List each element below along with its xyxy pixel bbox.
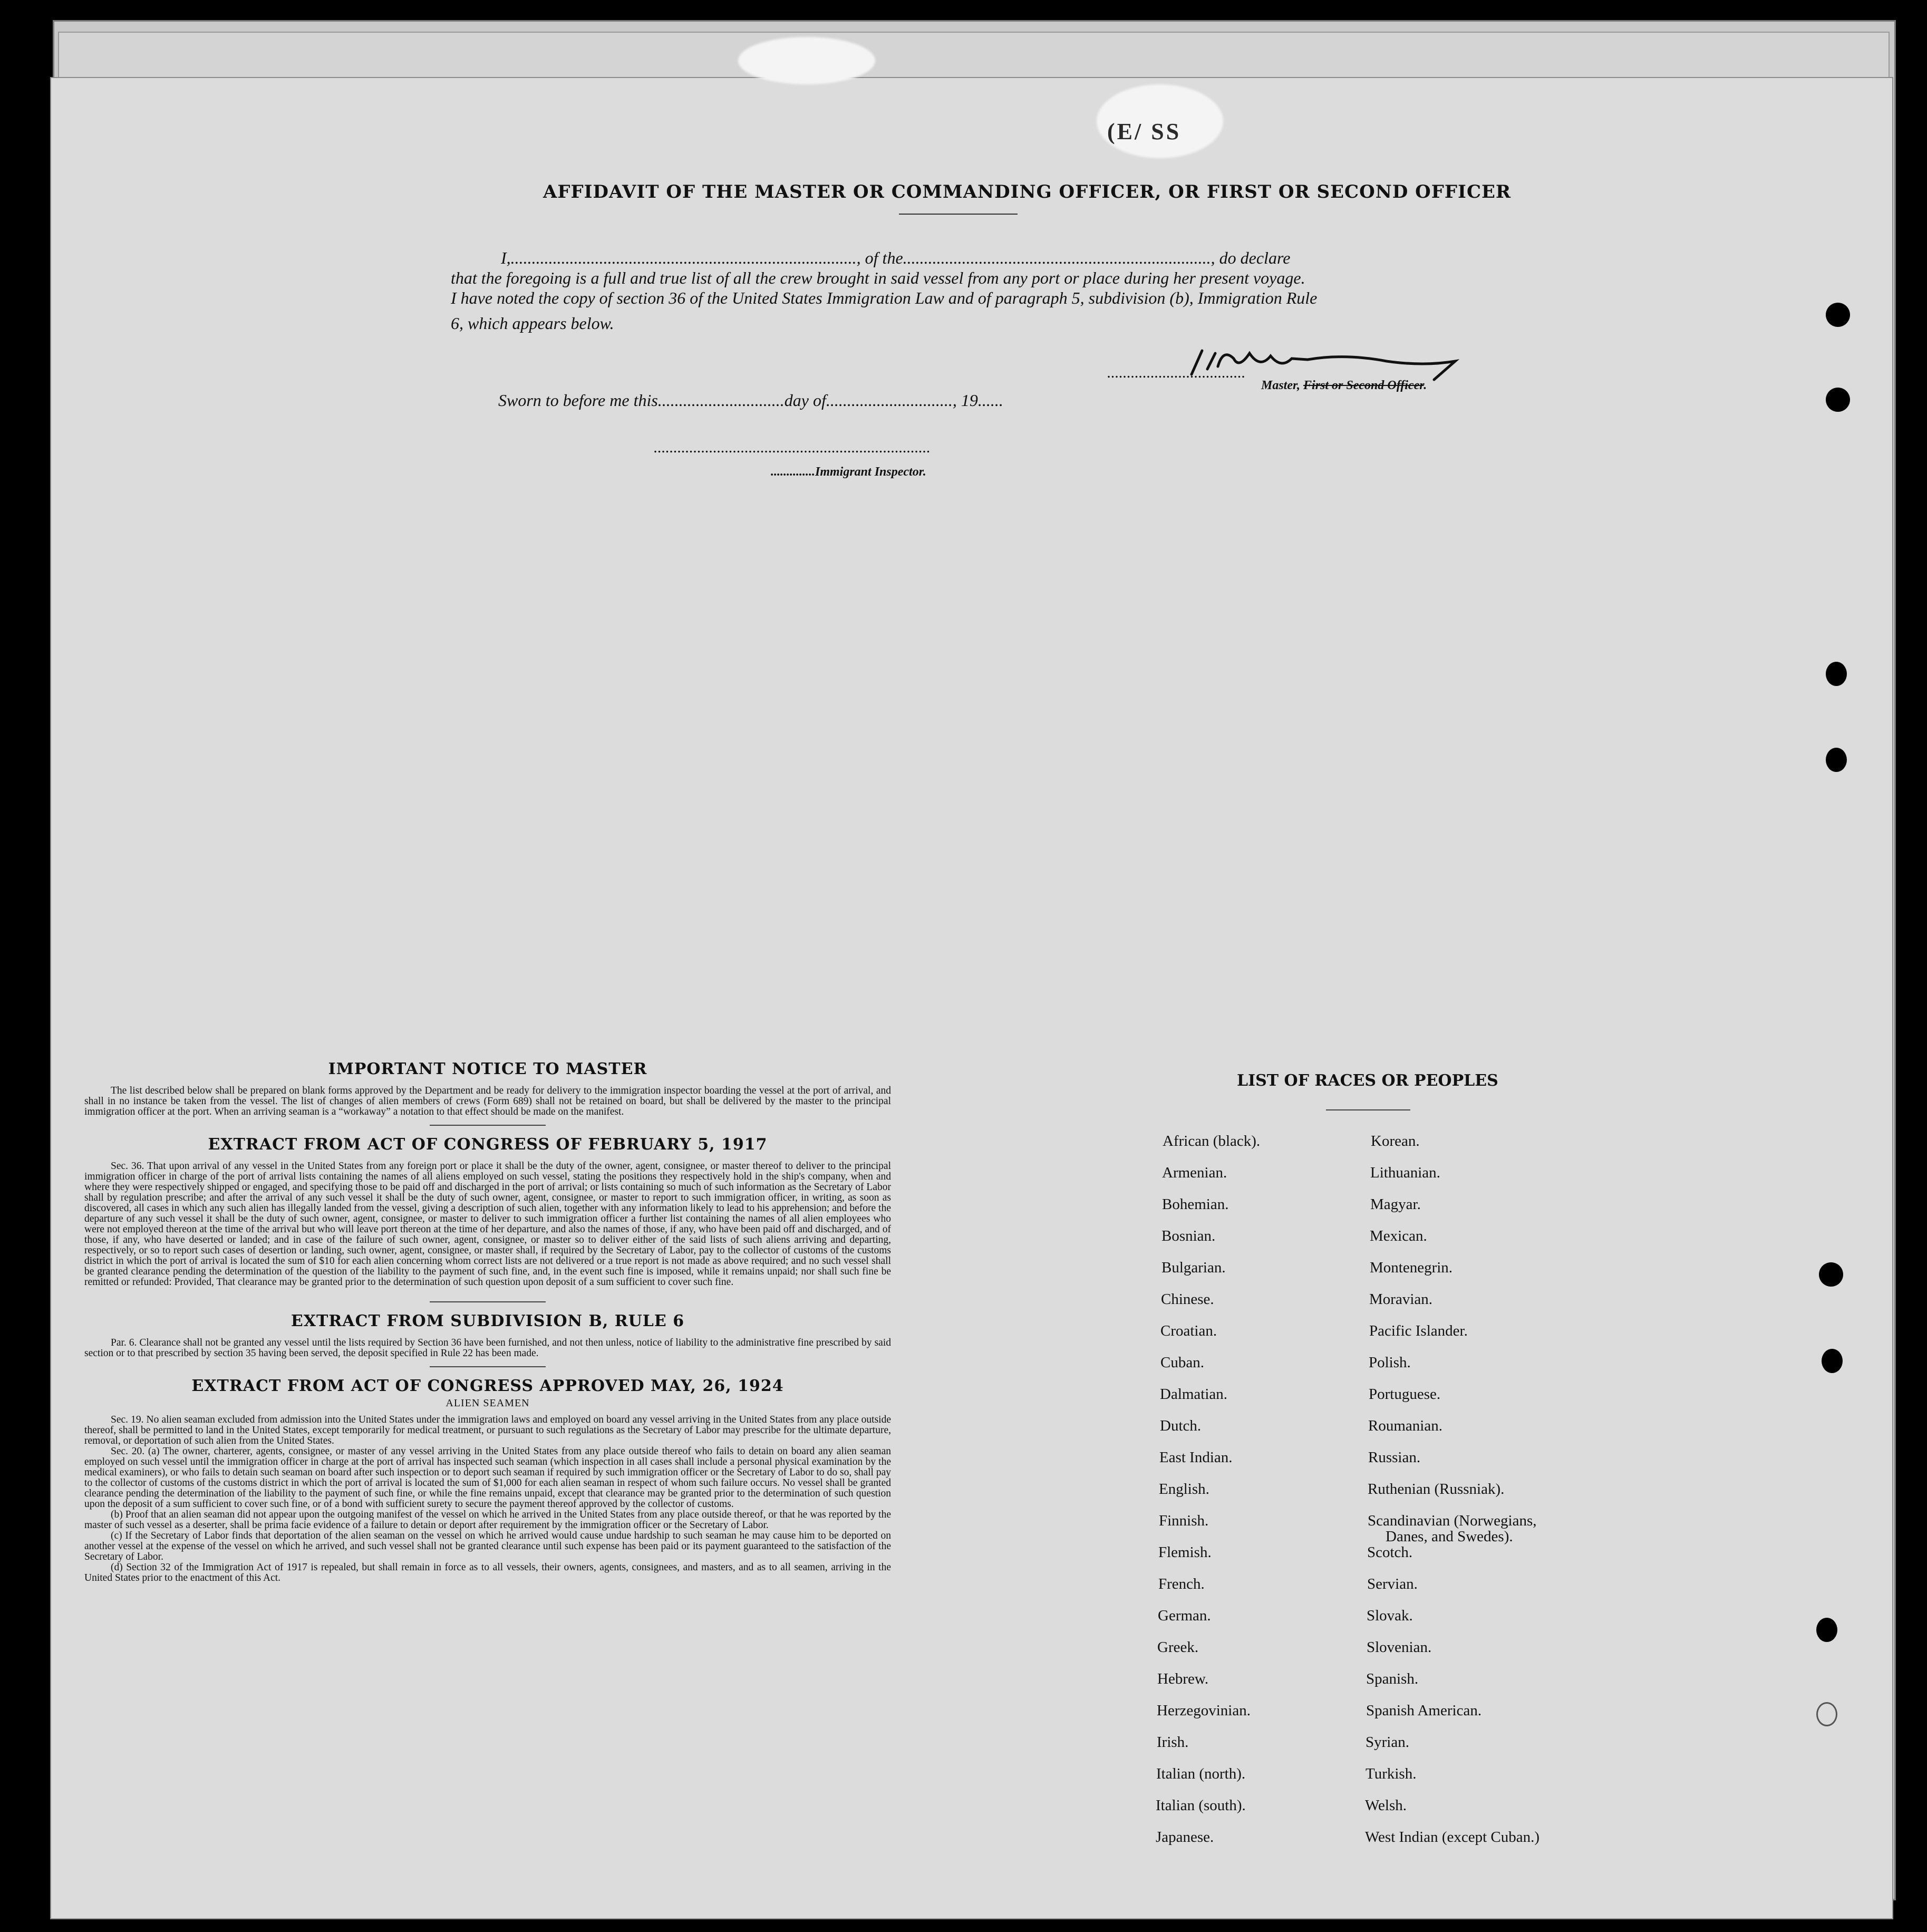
caption-master: Master,	[1261, 379, 1304, 392]
race-item: African (black).	[1163, 1133, 1261, 1149]
extract-rule6-body: Par. 6. Clearance shall not be granted any vessel until the lists required by Section 36 have been furnished, and not then unless, notice of liability to the administrative fine prescribed by said section or to that prescribed by section 35 having been served, the deposit specified in Rule 22 has been made.	[84, 1337, 891, 1359]
affidavit-line-4: 6, which appears below.	[451, 314, 614, 333]
extract-1924-title: EXTRACT FROM ACT OF CONGRESS APPROVED MAY, 26, 1924	[191, 1377, 784, 1395]
signature-caption	[1261, 379, 1427, 393]
affidavit-title: AFFIDAVIT OF THE MASTER OR COMMANDING OFFICER, OR FIRST OR SECOND OFFICER	[543, 181, 1512, 202]
punch-hole	[1816, 1702, 1837, 1726]
race-item: Italian (north).	[1156, 1765, 1246, 1782]
punch-hole	[1826, 662, 1847, 686]
race-item: Ruthenian (Russniak).	[1368, 1481, 1505, 1498]
race-item: Servian.	[1367, 1576, 1418, 1592]
race-item: Roumanian.	[1368, 1417, 1442, 1434]
race-item: Magyar.	[1370, 1196, 1421, 1213]
race-item: East Indian.	[1159, 1449, 1233, 1466]
race-item: Armenian.	[1162, 1164, 1227, 1181]
race-item: Polish.	[1369, 1354, 1411, 1371]
caption-struck-officer: First or Second Officer	[1303, 379, 1424, 392]
extract-1924-sec20a: Sec. 20. (a) The owner, charterer, agents, consignee, or master of any vessel arriving in the United States from any place outside thereof who fails to detain on board any alien seaman employed on such vessel until the immigration officer in charge at the port of arrival has inspected such seaman (which inspection in all cases shall include a personal physical examination by the medical examiners), or who fails to detain such seaman on board after such inspection or to deport such seaman if required by such immigration officer or the Secretary of Labor to do so, shall pay to the collector of customs of the customs district in which the port of arrival is located the sum of $1,000 for each alien seaman in respect of whom such failure occurs. No vessel shall be granted clearance pending the determination of the liability to the payment of such fine, or while the fine remains unpaid, except that clearance may be granted prior to the determination of such question upon the deposit of a sum sufficient to cover such fine, or of a bond with sufficient surety to secure the payment thereof approved by the collector of customs.	[84, 1446, 891, 1510]
sworn-line: Sworn to before me this..............................day of.............................., 19......	[498, 391, 1003, 410]
notice-title: IMPORTANT NOTICE TO MASTER	[328, 1060, 647, 1078]
extract-rule6-title: EXTRACT FROM SUBDIVISION B, RULE 6	[290, 1312, 685, 1330]
punch-hole	[1819, 1262, 1843, 1287]
divider	[430, 1301, 546, 1302]
race-item: Turkish.	[1366, 1765, 1417, 1782]
extract-1917-body: Sec. 36. That upon arrival of any vessel in the United States from any foreign port or place it shall be the duty of the owner, agent, consignee, or master thereof to deliver to the principal immigration officer in charge of the port of arrival lists containing the names of all aliens employed on such vessel, stating the positions they respectively hold in the ship's company, when and where they were respectively shipped or engaged, and specifying those to be paid off and discharged in the port of arrival; or lists containing so much of such information as the Secretary of Labor shall by regulation prescribe; and after the arrival of any such vessel it shall be the duty of such owner, agent, consignee, or master to report to such immigration officer, in writing, as soon as discovered, all cases in which any such alien has illegally landed from the vessel, giving a description of such alien, together with any information likely to lead to his apprehension; and before the departure of any such vessel it shall be the duty of such owner, agent, consignee, or master to deliver to such immigration officer a further list containing the names of all alien employees who were not employed thereon at the time of the arrival but who will leave port thereon at the time of her departure, and also the names of those, if any, who have been paid off and discharged, and of those, if any, who have deserted or landed; and in case of the failure of such owner, agent, consignee, or master so to deliver either of the said lists of such aliens arriving and departing, respectively, or so to report such cases of desertion or landing, such owner, agent, consignee, or master shall, if required by the Secretary of Labor, pay to the collector of customs of the customs district in which the port of arrival is located the sum of $10 for each alien concerning whom correct lists are not delivered or a true report is not made as above required; and no such vessel shall be granted clearance pending the determination of the question of the liability to the payment of such fine, and, in the event such fine is imposed, while it remains unpaid; nor shall such fine be remitted or refunded: Provided, That clearance may be granted prior to the determination of such question upon deposit of a sum sufficient to cover such fine.	[84, 1161, 891, 1288]
race-item: Korean.	[1371, 1133, 1420, 1149]
race-item: Spanish.	[1366, 1670, 1419, 1687]
race-item: Italian (south).	[1156, 1797, 1246, 1814]
race-item: Chinese.	[1161, 1291, 1214, 1308]
divider	[899, 214, 1018, 215]
race-item: Pacific Islander.	[1369, 1322, 1468, 1339]
race-item: Bohemian.	[1162, 1196, 1229, 1213]
race-item: West Indian (except Cuban.)	[1365, 1829, 1540, 1846]
race-item: Moravian.	[1369, 1291, 1432, 1308]
paper-tear-mark	[738, 37, 875, 84]
race-item: Dutch.	[1160, 1417, 1202, 1434]
affidavit-line-2: that the foregoing is a full and true list of all the crew brought in said vessel from any port or place during her present voyage.	[451, 268, 1305, 287]
race-item: Bosnian.	[1161, 1228, 1216, 1244]
punch-hole	[1822, 1349, 1843, 1373]
race-item: Slovenian.	[1367, 1639, 1432, 1656]
document-page	[50, 77, 1893, 1919]
extract-1917-title: EXTRACT FROM ACT OF CONGRESS OF FEBRUARY 5, 1917	[208, 1135, 768, 1154]
race-item: Herzegovinian.	[1157, 1702, 1251, 1719]
punch-hole	[1826, 748, 1847, 772]
race-item: Greek.	[1157, 1639, 1199, 1656]
page-stamp: (E/ SS	[1107, 119, 1182, 144]
race-item: Syrian.	[1366, 1734, 1409, 1751]
divider	[1326, 1109, 1410, 1110]
race-item: Lithuanian.	[1370, 1164, 1440, 1181]
inspector-dots: ......................................................................	[654, 439, 931, 456]
master-signature	[1186, 337, 1460, 385]
race-item: Russian.	[1368, 1449, 1421, 1466]
race-item: Bulgarian.	[1161, 1259, 1226, 1276]
inspector-caption: ..............Immigrant Inspector.	[771, 465, 926, 479]
race-item: English.	[1159, 1481, 1209, 1498]
extract-1924-sec19: Sec. 19. No alien seaman excluded from admission into the United States under the immigration laws and employed on board any vessel arriving in the United States from any place outside thereof, shall be permitted to land in the United States, except temporarily for medical treatment, or pursuant to such regulations as the Secretary of Labor may prescribe for the ultimate departure, removal, or deportation of such alien from the United States.	[84, 1414, 891, 1446]
divider	[430, 1125, 546, 1126]
extract-1924-subtitle: ALIEN SEAMEN	[446, 1397, 530, 1409]
notice-body: The list described below shall be prepared on blank forms approved by the Department and be ready for delivery to the immigration inspector boarding the vessel at the port of arrival, and shall in no instance be taken from the vessel. The list of changes of alien members of crews (Form 689) shall not be retained on board, but shall be delivered by the master to the principal immigration officer at the port. When an arriving seaman is a “workaway” a notation to that effect should be made on the manifest.	[84, 1085, 891, 1117]
race-item: Spanish American.	[1366, 1702, 1482, 1719]
punch-hole	[1826, 303, 1850, 327]
race-item: Cuban.	[1160, 1354, 1204, 1371]
extract-1924-sec20d: (d) Section 32 of the Immigration Act of 1917 is repealed, but shall remain in force as to all vessels, their owners, agents, consignees, and masters, and as to all seamen, arriving in the United States prior to the enactment of this Act.	[84, 1562, 891, 1583]
race-item: Slovak.	[1367, 1607, 1413, 1624]
race-item: Irish.	[1157, 1734, 1189, 1751]
punch-hole	[1826, 388, 1850, 412]
race-item: Hebrew.	[1157, 1670, 1209, 1687]
affidavit-line-1: I,.................................................................................., of the........................................................................., do declare	[501, 248, 1291, 267]
race-item: Scotch.	[1367, 1544, 1413, 1561]
race-item: Finnish.	[1159, 1512, 1209, 1529]
punch-hole	[1816, 1618, 1837, 1642]
race-item: Japanese.	[1156, 1829, 1214, 1846]
caption-end: .	[1424, 379, 1427, 392]
race-item: Croatian.	[1160, 1322, 1217, 1339]
race-item: Dalmatian.	[1160, 1386, 1228, 1403]
signature-dots: ...................................	[1107, 364, 1246, 381]
race-item: French.	[1158, 1576, 1205, 1592]
races-title: LIST OF RACES OR PEOPLES	[1237, 1071, 1498, 1090]
race-item: Danes, and Swedes).	[1386, 1528, 1513, 1545]
race-item: Scandinavian (Norwegians,	[1368, 1512, 1537, 1529]
affidavit-line-3: I have noted the copy of section 36 of the United States Immigration Law and of paragraph 5, subdivision (b), Immigration Rule	[451, 288, 1318, 307]
race-item: Mexican.	[1370, 1228, 1427, 1244]
race-item: Flemish.	[1158, 1544, 1212, 1561]
race-item: Portuguese.	[1369, 1386, 1441, 1403]
divider	[430, 1366, 546, 1367]
notice-column	[84, 1060, 891, 1583]
race-item: Montenegrin.	[1370, 1259, 1453, 1276]
extract-1924-sec20b: (b) Proof that an alien seaman did not appear upon the outgoing manifest of the vessel on which he arrived in the United States from any place outside thereof, or that he was reported by the master of such vessel as a deserter, shall be prima facie evidence of a failure to detain or deport after requirement by the immigration officer or the Secretary of Labor.	[84, 1509, 891, 1531]
race-item: Welsh.	[1365, 1797, 1407, 1814]
race-item: German.	[1158, 1607, 1211, 1624]
extract-1924-sec20c: (c) If the Secretary of Labor finds that deportation of the alien seaman on the vessel on which he arrived would cause undue hardship to such seaman he may cause him to be deported on another vessel at the expense of the vessel on which he arrived, and such vessel shall not be granted clearance until such expense has been paid or its payment guaranteed to the satisfaction of the Secretary of Labor.	[84, 1530, 891, 1562]
